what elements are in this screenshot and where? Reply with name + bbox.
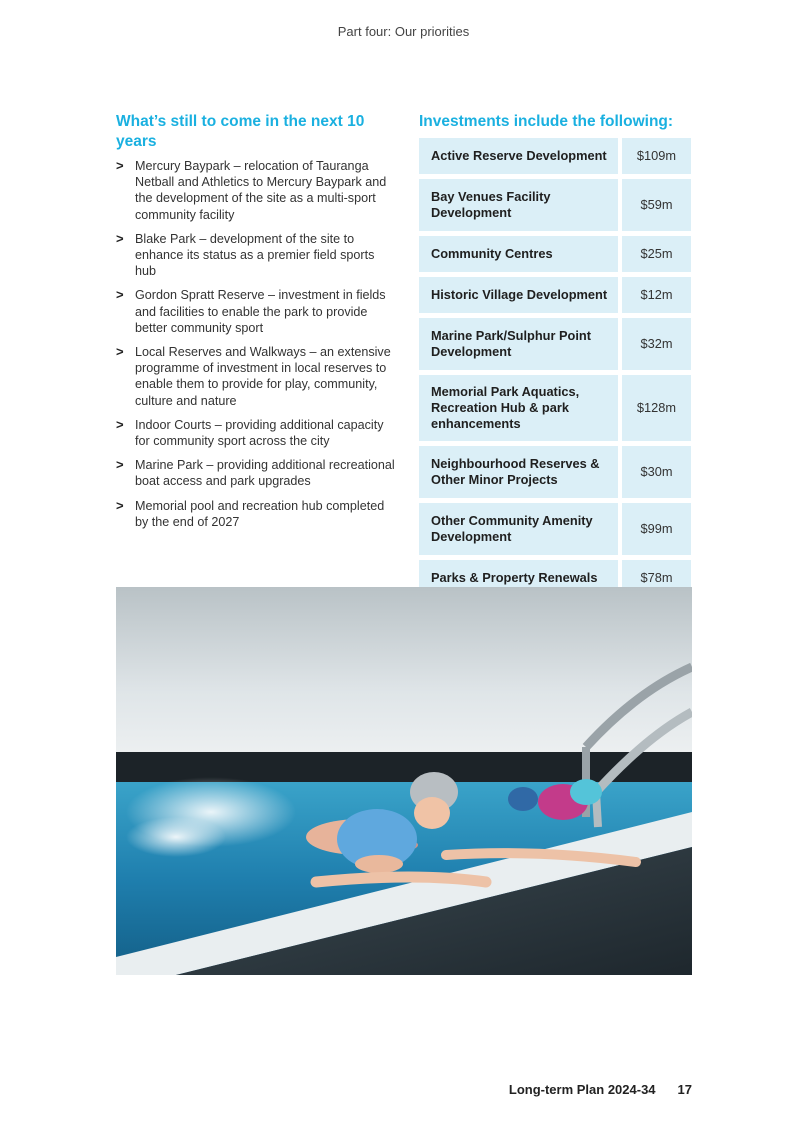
investment-name: Community Centres — [419, 236, 618, 272]
table-row — [419, 236, 691, 272]
investment-amount: $25m — [618, 236, 691, 272]
upcoming-projects-section — [116, 112, 398, 538]
investment-name: Active Reserve Development — [419, 138, 618, 174]
investment-name: Marine Park/Sulphur Point Development — [419, 318, 618, 370]
list-item-text: Local Reserves and Walkways – an extensive programme of investment in local reserves to enable them to provide for play, community, culture and nature — [135, 345, 391, 408]
table-row — [419, 179, 691, 231]
chevron-right-icon: > — [116, 230, 124, 246]
upcoming-projects-title: What’s still to come in the next 10 years — [116, 113, 365, 150]
investment-amount: $99m — [618, 503, 691, 555]
table-row — [419, 318, 691, 370]
page-number: 17 — [677, 1082, 692, 1097]
list-item — [116, 158, 398, 223]
investment-name: Parks & Property Renewals — [419, 560, 618, 596]
investment-name: Neighbourhood Reserves & Other Minor Projects — [419, 446, 618, 498]
list-item — [116, 344, 398, 409]
investment-name: Memorial Park Aquatics, Recreation Hub & park enhancements — [419, 375, 618, 441]
chevron-right-icon: > — [116, 416, 124, 432]
investments-section — [419, 112, 691, 601]
investment-amount: $12m — [618, 277, 691, 313]
running-header: Part four: Our priorities — [337, 24, 470, 39]
chevron-right-icon: > — [116, 344, 124, 360]
upcoming-projects-list — [116, 158, 398, 530]
chevron-right-icon: > — [116, 158, 124, 173]
list-item — [116, 231, 398, 280]
list-item-text: Memorial pool and recreation hub completed by the end of 2027 — [135, 498, 385, 529]
document-title: Long-term Plan 2024-34 — [508, 1082, 656, 1097]
investment-name: Other Community Amenity Development — [419, 503, 618, 555]
list-item — [116, 287, 398, 336]
children-swimming-photo — [116, 587, 692, 975]
list-item-text: Marine Park – providing additional recreational boat access and park upgrades — [135, 458, 395, 489]
chevron-right-icon: > — [116, 287, 124, 303]
table-row — [419, 277, 691, 313]
list-item — [116, 457, 398, 489]
investment-amount: $109m — [618, 138, 691, 174]
list-item-text: Indoor Courts – providing additional capacity for community sport across the city — [135, 417, 384, 449]
investment-amount: $78m — [618, 560, 691, 596]
investment-amount: $128m — [618, 375, 691, 441]
list-item-text: Mercury Baypark – relocation of Tauranga Netball and Athletics to Mercury Baypark and the development of the site as a multi-sport community facility — [135, 159, 387, 222]
investments-table — [419, 133, 691, 601]
list-item — [116, 417, 398, 449]
investment-amount: $32m — [618, 318, 691, 370]
list-item-text: Gordon Spratt Reserve – investment in fields and facilities to enable the park to provide better community sport — [135, 288, 386, 335]
table-row — [419, 375, 691, 441]
investment-amount: $59m — [618, 179, 691, 231]
investment-name: Bay Venues Facility Development — [419, 179, 618, 231]
investment-amount: $30m — [618, 446, 691, 498]
table-row — [419, 446, 691, 498]
investment-name: Historic Village Development — [419, 277, 618, 313]
list-item — [116, 498, 398, 530]
investments-title: Investments include the following: — [419, 113, 674, 130]
chevron-right-icon: > — [116, 497, 124, 513]
list-item-text: Blake Park – development of the site to enhance its status as a premier field sports hub — [135, 231, 375, 279]
table-row — [419, 503, 691, 555]
page-footer — [0, 1082, 692, 1097]
chevron-right-icon: > — [116, 457, 124, 473]
table-row — [419, 138, 691, 174]
